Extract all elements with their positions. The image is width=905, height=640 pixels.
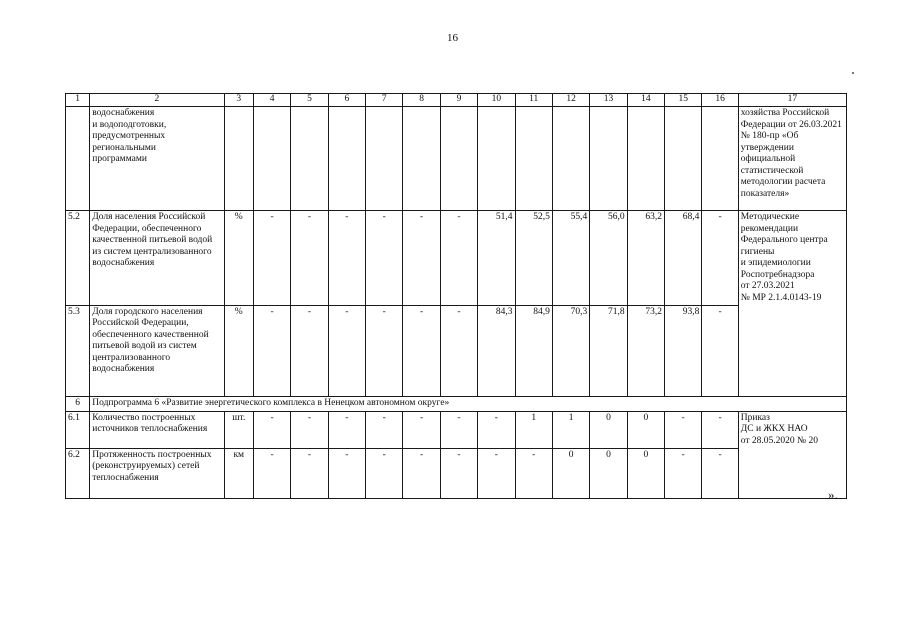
row-number-cell: 6.1 (66, 411, 90, 448)
value-cell: 1 (552, 411, 589, 448)
value-cell: - (478, 448, 515, 498)
value-cell (253, 107, 290, 211)
value-cell: 56,0 (590, 211, 627, 306)
value-cell: 68,4 (665, 211, 702, 306)
subprogram-title: Подпрограмма 6 «Развитие энергетического комплекса в Ненецком автономном округе» (90, 396, 847, 411)
value-cell: - (328, 411, 365, 448)
value-cell: - (440, 305, 477, 396)
value-cell: - (253, 411, 290, 448)
table-row-6-2 (66, 448, 847, 498)
indicator-name: Количество построенных источников теплоснабжения (90, 411, 224, 448)
value-cell: - (253, 305, 290, 396)
header-cell: 7 (366, 94, 403, 107)
value-cell: - (291, 211, 328, 306)
value-cell: 73,2 (627, 305, 664, 396)
value-cell (552, 107, 589, 211)
value-cell (478, 107, 515, 211)
value-cell: - (403, 448, 440, 498)
value-cell: - (403, 411, 440, 448)
value-cell (366, 107, 403, 211)
value-cell (291, 107, 328, 211)
value-cell: - (328, 211, 365, 306)
header-cell: 14 (627, 94, 664, 107)
header-cell: 12 (552, 94, 589, 107)
value-cell: 0 (552, 448, 589, 498)
unit-cell (224, 107, 253, 211)
closing-quote-mark: ». (828, 487, 838, 502)
value-cell: - (515, 448, 552, 498)
unit-cell: % (224, 305, 253, 396)
value-cell (440, 107, 477, 211)
value-cell: - (440, 411, 477, 448)
value-cell: - (253, 211, 290, 306)
value-cell: 70,3 (552, 305, 589, 396)
value-cell: 51,4 (478, 211, 515, 306)
value-cell: - (328, 305, 365, 396)
header-cell: 15 (665, 94, 702, 107)
header-cell: 9 (440, 94, 477, 107)
value-cell: - (665, 448, 702, 498)
value-cell: - (366, 305, 403, 396)
indicator-name: Доля населения Российской Федерации, обеспеченного качественной питьевой водой из систем централизованного водоснабжения (90, 211, 224, 306)
header-cell: 6 (328, 94, 365, 107)
value-cell: - (702, 411, 738, 448)
table-row-continuation (66, 107, 847, 211)
value-cell: - (366, 411, 403, 448)
row-number-cell: 5.3 (66, 305, 90, 396)
value-cell: 0 (590, 411, 627, 448)
value-cell: - (702, 448, 738, 498)
value-cell (702, 107, 738, 211)
value-cell: - (366, 448, 403, 498)
table-row-subprogram-6 (66, 396, 847, 411)
table-row-5-3 (66, 305, 847, 396)
header-cell: 8 (403, 94, 440, 107)
table-row-5-2 (66, 211, 847, 306)
value-cell (515, 107, 552, 211)
value-cell: - (291, 305, 328, 396)
value-cell: 63,2 (627, 211, 664, 306)
basis-cell: Методические рекомендации Федерального центра гигиены и эпидемиологии Роспотребнадзора от 27.03.2021 № МР 2.1.4.0143-19 (738, 211, 846, 306)
header-cell: 3 (224, 94, 253, 107)
value-cell: - (665, 411, 702, 448)
value-cell: - (403, 211, 440, 306)
row-number-cell: 6.2 (66, 448, 90, 498)
value-cell: - (366, 211, 403, 306)
page-number: 16 (447, 32, 458, 44)
value-cell: - (478, 411, 515, 448)
value-cell: - (440, 211, 477, 306)
unit-cell: км (224, 448, 253, 498)
header-cell: 11 (515, 94, 552, 107)
header-cell: 16 (702, 94, 738, 107)
value-cell (403, 107, 440, 211)
basis-cell: хозяйства Российской Федерации от 26.03.2021 № 180-пр «Об утверждении официальной статистической методологии расчета показателя» (738, 107, 846, 211)
header-cell: 17 (738, 94, 846, 107)
value-cell: - (253, 448, 290, 498)
row-number-cell: 5.2 (66, 211, 90, 306)
header-cell: 13 (590, 94, 627, 107)
value-cell: 52,5 (515, 211, 552, 306)
header-row (66, 94, 847, 107)
value-cell: 55,4 (552, 211, 589, 306)
value-cell: 71,8 (590, 305, 627, 396)
value-cell: - (702, 211, 738, 306)
unit-cell: % (224, 211, 253, 306)
value-cell: - (440, 448, 477, 498)
value-cell (590, 107, 627, 211)
header-cell: 10 (478, 94, 515, 107)
value-cell: 93,8 (665, 305, 702, 396)
value-cell: - (291, 411, 328, 448)
header-cell: 1 (66, 94, 90, 107)
value-cell: - (291, 448, 328, 498)
value-cell: 84,9 (515, 305, 552, 396)
basis-cell-continued (738, 305, 846, 396)
header-cell: 2 (90, 94, 224, 107)
scan-speck (852, 72, 854, 74)
value-cell: 0 (627, 411, 664, 448)
basis-cell: Приказ ДС и ЖКХ НАО от 28.05.2020 № 20 (738, 411, 846, 448)
header-cell: 5 (291, 94, 328, 107)
value-cell: - (328, 448, 365, 498)
indicator-name: Доля городского населения Российской Федерации, обеспеченного качественной питьевой водой из систем централизованного водоснабжения (90, 305, 224, 396)
row-number-cell (66, 107, 90, 211)
indicator-name: Протяженность построенных (реконструируемых) сетей теплоснабжения (90, 448, 224, 498)
indicator-name: водоснабжения и водоподготовки, предусмотренных региональными программами (90, 107, 224, 211)
value-cell (665, 107, 702, 211)
value-cell: 0 (627, 448, 664, 498)
unit-cell: шт. (224, 411, 253, 448)
value-cell (328, 107, 365, 211)
value-cell: - (702, 305, 738, 396)
value-cell (627, 107, 664, 211)
indicators-table (65, 93, 847, 499)
value-cell: 84,3 (478, 305, 515, 396)
row-number-cell: 6 (66, 396, 90, 411)
value-cell: 0 (590, 448, 627, 498)
table-row-6-1 (66, 411, 847, 448)
value-cell: - (403, 305, 440, 396)
value-cell: 1 (515, 411, 552, 448)
header-cell: 4 (253, 94, 290, 107)
